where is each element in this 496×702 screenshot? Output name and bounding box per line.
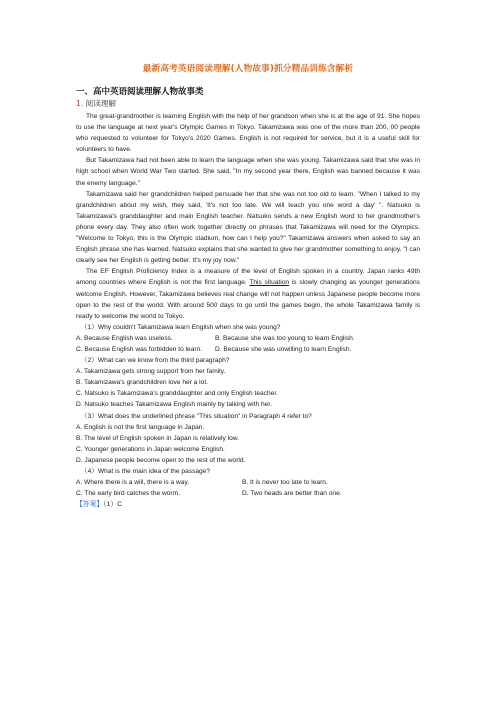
question-4-option-d: D. Two heads are better than one. <box>242 490 342 498</box>
question-1-options-row-2 <box>76 344 420 355</box>
passage-paragraph-4 <box>76 266 420 321</box>
answer-tag: 【答案】 <box>76 501 104 509</box>
question-3-option-a: A. English is not the first language in Japan. <box>76 423 205 431</box>
question-3-option-c: C. Younger generations in Japan welcome English. <box>76 445 225 453</box>
question-4-option-a: A. Where there is a will, there is a way. <box>76 479 190 487</box>
question-type-label <box>76 98 116 109</box>
passage-paragraph-2: But Takamizawa had not been able to learn the language when she was young. Takamizawa said that she was in high school when World War Two started. She said, "In my second year there, English was banned because it was the enemy language." <box>76 157 420 187</box>
question-type: 阅读理解 <box>85 99 117 108</box>
document-body <box>76 111 420 510</box>
passage-paragraph-1: The great-grandmother is learning English with the help of her grandson when she is at the age of 91. She hopes to use the language at next year's Olympic Games in Tokyo. Takamizawa was one of the more than 200, 00 people who requested to volunteer for Tokyo's 2020 Games. English is not required for service, but it is a useful skill for volunteers to have. <box>76 113 420 154</box>
question-4-options-row-1 <box>76 477 420 488</box>
question-2-stem: （2）What can we know from the third paragraph? <box>81 357 230 365</box>
question-1-options-row-1 <box>76 333 420 344</box>
underlined-phrase: This situation <box>249 279 290 287</box>
question-1-option-d: D. Because she was unwilling to learn English. <box>215 345 352 353</box>
question-number: 1. <box>76 99 84 108</box>
question-1-option-c: C. Because English was forbidden to learn. <box>76 345 203 353</box>
question-1-option-b: B. Because she was too young to learn English. <box>215 334 355 342</box>
question-1-option-a: A. Because English was useless. <box>76 334 173 342</box>
section-heading: 一、高中英语阅读理解人物故事类 <box>76 87 204 97</box>
question-1-stem: （1）Why couldn't Takamizawa learn English when she was young? <box>81 323 281 331</box>
question-4-option-b: B. It is never too late to learn. <box>242 479 328 487</box>
question-2-option-a: A. Takamizawa gets strong support from her family. <box>76 368 226 376</box>
paragraph-4-text-before: The EF English Proficiency Index is a measure of the level of English spoken in a country. Japan ranks 49th among countries where English is not the first language. <box>76 268 420 287</box>
question-3-stem: （3）What does the underlined phrase "This situation" in Paragraph 4 refer to? <box>81 412 312 420</box>
question-3-option-b: B. The level of English spoken in Japan is relatively low. <box>76 434 239 442</box>
question-4-option-c: C. The early bird catches the worm. <box>76 490 180 498</box>
question-4-stem: （4）What is the main idea of the passage? <box>81 468 211 475</box>
question-4-options-row-2 <box>76 488 420 499</box>
paragraph-4-text-after: is slowly changing as younger generations welcome English. However, Takamizawa believes real change will not happen unless Japanese people become more open to the rest of the world. With around 500 days to go until the games begin, the whole Takamizawa family is ready to welcome the world to Tokyo. <box>76 279 420 320</box>
question-3-option-d: D. Japanese people become open to the rest of the world. <box>76 456 246 464</box>
question-2-option-d: D. Natsuko teaches Takamizawa English mainly by talking with her. <box>76 401 272 409</box>
question-2-option-b: B. Takamizawa's grandchildren love her a lot. <box>76 379 208 387</box>
page-title: 最新高考英语阅读理解(人物故事)抓分精品训练含解析 <box>142 64 354 74</box>
answer-line <box>76 499 420 510</box>
answer-text: （1）C <box>103 501 123 509</box>
question-2-option-c: C. Natsuko is Takamizawa's granddaughter and only English teacher. <box>76 390 278 398</box>
passage-paragraph-3: Takamizawa said her grandchildren helped persuade her that she was not too old to learn. "When I talked to my grandchildren about my wish, they said, 'It's not too late. We will teach you one word a day' ". Natsuko is Takamizawa's granddaughter and main English teacher. Natsuko sends a new English word to her grandmother's phone every day. They also often work together directly on phrases that Takamizawa will need for the Olympics. "Welcome to Tokyo, this is the Olympic stadium, how can I help you?" Takamizawa answers when asked to say an English phrase she has learned. Natsuko explains that she wanted to give her grandmother something to enjoy. "I can clearly see her English is getting better. It's my joy now." <box>76 190 420 265</box>
